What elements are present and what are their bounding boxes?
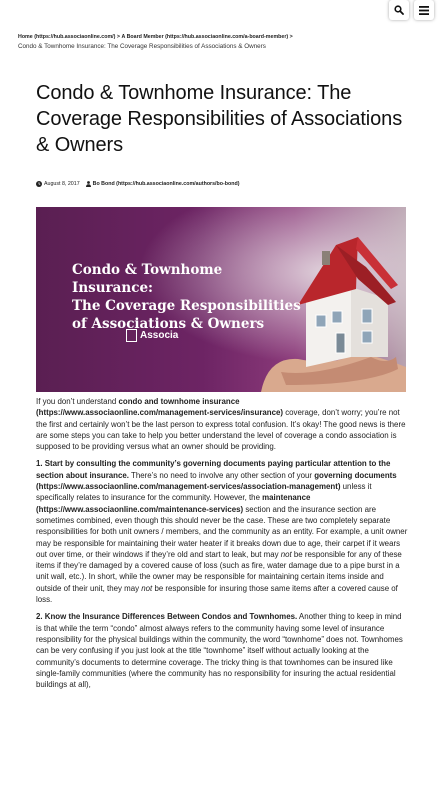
hero-line-1: Condo & Townhome Insurance: xyxy=(72,262,223,296)
article-body xyxy=(36,396,408,696)
search-button[interactable] xyxy=(389,0,409,20)
text: unless it specifically relates to insurance for the community. However, the xyxy=(36,482,372,503)
page-title: Condo & Townhome Insurance: The Coverage Responsibilities of Associations & Owners xyxy=(36,82,403,156)
maintenance-link[interactable]: maintenance (https://www.associaonline.com/maintenance-services) xyxy=(36,493,311,514)
text: coverage, don’t worry; you’re not the first and certainly won’t be the last person to express total confusion. It’s okay! The good news is there are some steps you can take to help you better understand the level of coverage a condo association is supposed to be providing versus what an owner should be providing. xyxy=(36,408,406,452)
section-heading: 2. Know the Insurance Differences Between Condos and Townhomes. xyxy=(36,612,298,622)
user-icon xyxy=(86,181,91,187)
breadcrumb-home-link[interactable]: Home (https://hub.associaonline.com/) xyxy=(18,34,116,40)
governing-documents-link[interactable]: governing documents (https://www.associaonline.com/management-services/association-management) xyxy=(36,470,397,492)
menu-button[interactable] xyxy=(414,0,434,20)
clock-icon xyxy=(36,181,42,187)
section-heading: 1. Start by consulting the community’s governing documents paying particular attention to the section about insurance. xyxy=(36,459,391,480)
breadcrumb-separator: > xyxy=(116,34,120,40)
associa-logo xyxy=(126,329,178,342)
hero-image xyxy=(36,207,406,392)
hero-line-2: The Coverage Responsibilities xyxy=(72,298,301,314)
breadcrumb-board-link[interactable]: A Board Member (https://hub.associaonline.com/a-board-member) xyxy=(121,34,289,40)
top-bar xyxy=(0,0,442,26)
paragraph-condos-townhomes xyxy=(36,611,408,690)
text: If you don’t understand xyxy=(36,397,119,406)
associa-logo-icon xyxy=(126,329,137,342)
hamburger-menu-icon xyxy=(419,6,429,15)
breadcrumb-separator: > xyxy=(289,34,293,40)
author-link[interactable]: Bo Bond (https://hub.associaonline.com/authors/bo-bond) xyxy=(92,181,240,187)
associa-logo-text: Associa xyxy=(140,330,179,341)
paragraph-governing-documents xyxy=(36,458,408,605)
emphasis: not xyxy=(280,549,292,559)
hero-headline xyxy=(72,261,302,333)
search-icon xyxy=(394,5,404,15)
paragraph-intro xyxy=(36,396,408,452)
breadcrumb-current: Condo & Townhome Insurance: The Coverage Responsibilities of Associations & Owners xyxy=(18,43,266,50)
insurance-link[interactable]: condo and townhome insurance (https://www.associaonline.com/management-services/insurance) xyxy=(36,397,284,418)
article-meta xyxy=(36,180,239,188)
text: be responsible for insuring those same items after a covered cause of loss. xyxy=(36,583,398,605)
hero-line-3: of Associations & Owners xyxy=(72,316,265,332)
text: be responsible for any of these items if they’re damaged by a covered cause of loss (such as fire, water damage due to a pipe burst in a unit wall, etc.). In short, while the owner may be responsible for maintaining certain items inside and outside of their unit, they may xyxy=(36,549,402,593)
article-date: August 8, 2017 xyxy=(44,181,80,187)
emphasis: not xyxy=(141,583,153,593)
text: section and the insurance section are sometimes combined, even though this should never be the case. These are two completely separate responsibilities for both unit owners / members, and the community as an entity. For example, a unit owner may be responsible for maintaining their water heater if it breaks down due to age, their carpet if it wears out over time, or their windows if they’re old and start to leak, but may xyxy=(36,504,408,559)
breadcrumb xyxy=(18,32,428,52)
text: There’s no need to involve any other section of your xyxy=(128,470,315,480)
text: Another thing to keep in mind is that while the term “condo” almost always refers to the community having some level of insurance responsibility for the physical buildings within the community, the word “townhome” does not. Townhomes can be very confusing if you just look at the title “townhome” itself without actually looking at the community’s documents to determine coverage. The tricky thing is that townhomes can be insured like single-family communities (where the community has no responsibility for insuring the actual residential buildings at all), xyxy=(36,612,403,690)
